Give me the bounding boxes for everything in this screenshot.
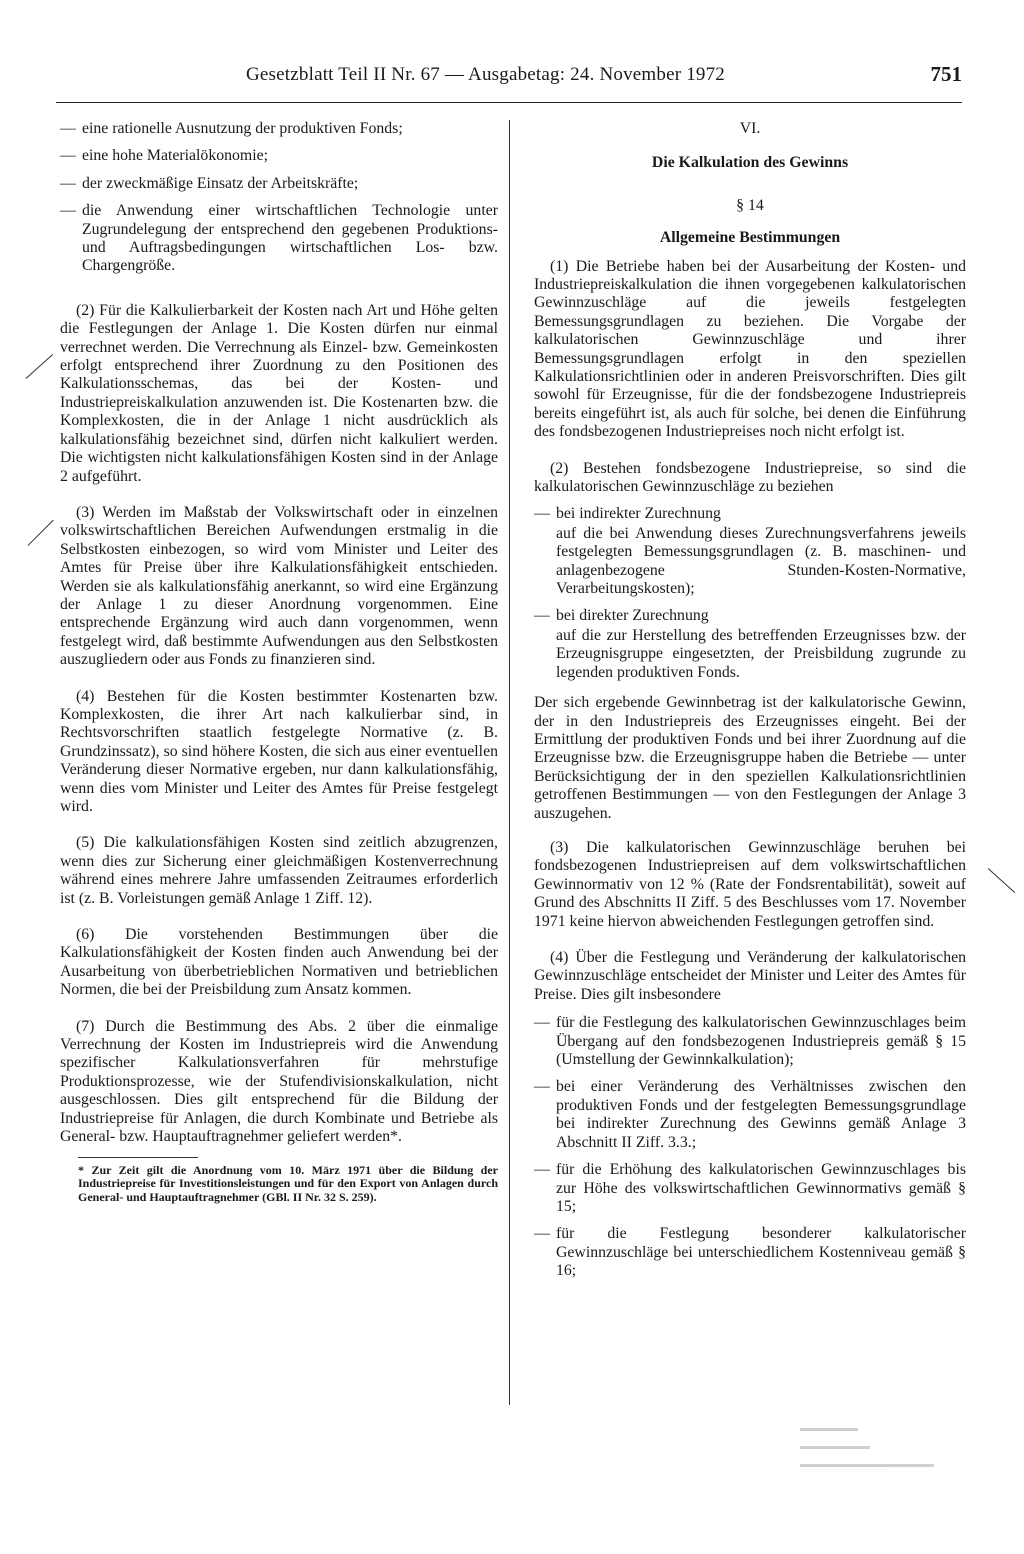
list-item xyxy=(60,120,498,138)
dash-marker: — xyxy=(534,1161,550,1179)
section-title: Die Kalkulation des Gewinns xyxy=(651,154,849,172)
paragraph-2: (2) Bestehen fondsbezogene Industriepreise, so sind die kalkulatorischen Gewinnzuschläge zu beziehen xyxy=(534,459,966,496)
list-item xyxy=(534,1014,966,1069)
list-item xyxy=(60,147,498,165)
paragraph-1: (1) Die Betriebe haben bei der Ausarbeitung der Kosten- und Industriepreiskalkulation die ihnen vorgegebenen kalkulatorischen Gewinnzuschläge auf die jeweils festgelegten Bemessungsgrundlagen zu beziehen. Die Vorgabe der kalkulatorischen Gewinnzuschläge und ihrer Bemessungsgrundlagen erfolgt in den speziellen Kalkulationsrichtlinien oder in anderen Preisvorschriften. Dies gilt sowohl für Erzeugnisse, für die der fondsbezogene Industriepreis bereits eingeführt ist, als auch für solche, bei denen die Einführung des fondsbezogenen Industriepreises noch nicht erfolgt ist. xyxy=(534,257,966,441)
margin-mark xyxy=(28,520,54,546)
section-number: VI. xyxy=(739,120,761,137)
list-item-text: auf die zur Herstellung des betreffenden Erzeugnisses bzw. der Erzeugnisgruppe eingesetzten, der Preisbildung zugrunde zu legenden produktiven Fonds. xyxy=(556,626,966,681)
list-item-text: die Anwendung einer wirtschaftlichen Technologie unter Zugrundelegung der entsprechend den gegebenen Produktions- und Auftragsbedingungen wirtschaftlichen Los- bzw. Chargengröße. xyxy=(82,202,498,275)
list-item-text: der zweckmäßige Einsatz der Arbeitskräfte; xyxy=(82,174,359,192)
list-item xyxy=(60,175,498,193)
page-header xyxy=(56,58,962,103)
list-item-text: eine hohe Materialökonomie; xyxy=(82,147,268,165)
list-item xyxy=(534,607,966,625)
paragraph-3: (3) Die kalkulatorischen Gewinnzuschläge beruhen bei fondsbezogenen Industriepreisen auf dem volkswirtschaftlichen Gewinnormativ von 12 % (Rate der Fondsrentabilität), soweit auf Grund des Abschnitts II Ziff. 5 des Beschlusses vom 17. November 1971 keine hiervon abweichenden Festlegungen getroffen sind. xyxy=(534,839,966,930)
paragraph-title: Allgemeine Bestimmungen xyxy=(659,229,841,247)
right-column xyxy=(534,120,966,1290)
paragraph-4: (4) Bestehen für die Kosten bestimmter Kostenarten bzw. Komplexkosten, die ihrer Art nach kalkulierbar sind, in Rechtsvorschriften staatlich festgelegte Normative (z. B. Grundzinssatz), so sind höhere Kosten, die sich aus einer eventuellen Veränderung dieser Normative ergeben, nur dann kalkulationsfähig, wenn dies vom Minister und Leiter des Amtes für Preise festgelegt wird. xyxy=(60,687,498,815)
list-item-heading: bei indirekter Zurechnung xyxy=(556,504,721,522)
list-item-text: bei einer Veränderung des Verhältnisses zwischen den produktiven Fonds und der festgelegten Bemessungsgrundlage bei indirekter Zurechnung des Gewinns gemäß Anlage 3 Abschnitt II Ziff. 3.3.; xyxy=(556,1078,966,1151)
footnote: * Zur Zeit gilt die Anordnung vom 10. März 1971 über die Bildung der Industriepreise für Investitionsleistungen und für den Export von Anlagen durch General- und Hauptauftragnehmer (GBl. II Nr. 32 S. 259). xyxy=(78,1162,498,1204)
dash-marker: — xyxy=(60,174,76,192)
footnote-divider xyxy=(78,1157,198,1158)
dash-marker: — xyxy=(60,202,76,220)
list-item xyxy=(534,1161,966,1216)
list-item xyxy=(534,505,966,523)
margin-mark xyxy=(988,868,1016,893)
list-item-text: eine rationelle Ausnutzung der produktiven Fonds; xyxy=(82,120,403,137)
paragraph-7: (7) Durch die Bestimmung des Abs. 2 über die einmalige Verrechnung der Kosten im Industriepreis wird die Anwendung spezifischer Kalkulationsverfahren für mehrstufige Produktionsprozesse, wie der Stufendivisionskalkulation, nicht ausgeschlossen. Dies gilt entsprechend für die Bildung der Industriepreise für Anlagen, die durch Kombinate und Betriebe als General- bzw. Hauptauftragnehmer geliefert werden*. xyxy=(60,1017,498,1146)
list-item-text: für die Erhöhung des kalkulatorischen Gewinnzuschlages bis zur Höhe des volkswirtschaftlichen Gewinnormativs gemäß § 15; xyxy=(556,1161,966,1215)
dash-marker: — xyxy=(534,1014,550,1032)
dash-marker: — xyxy=(534,504,550,522)
column-divider xyxy=(509,120,510,1405)
left-column xyxy=(60,120,498,1204)
library-stamp xyxy=(798,1418,948,1488)
header-title: Gesetzblatt Teil II Nr. 67 — Ausgabetag: 24. November 1972 xyxy=(246,64,726,85)
list-item-text: für die Festlegung des kalkulatorischen Gewinnzuschlages beim Übergang auf den fondsbezogenen Industriepreis gemäß § 15 (Umstellung der Gewinnkalkulation); xyxy=(556,1014,966,1069)
dash-marker: — xyxy=(534,606,550,624)
paragraph-5: (5) Die kalkulationsfähigen Kosten sind zeitlich abzugrenzen, wenn dies zur Sicherung einer gleichmäßigen Kostenverrechnung während eines mehrere Jahre umfassenden Zeitraumes erforderlich ist (z. B. Vorleistungen gemäß Anlage 1 Ziff. 12). xyxy=(60,834,498,907)
list-item-heading: bei direkter Zurechnung xyxy=(556,606,709,624)
list-item-text: auf die bei Anwendung dieses Zurechnungsverfahrens jeweils festgelegten Bemessungsgrundlagen (z. B. maschinen- und anlagenbezogene Stunden-Kosten-Normative, Verarbeitungskosten); xyxy=(556,524,966,598)
list-item xyxy=(534,1225,966,1280)
dash-marker: — xyxy=(534,1078,550,1096)
paragraph-3: (3) Werden im Maßstab der Volkswirtschaft oder in einzelnen volkswirtschaftlichen Bereichen Aufwendungen erstmalig in die Selbstkosten einbezogen, so wird vom Minister und Leiter des Amtes für Preise über ihre Kalkulationsfähigkeit entschieden. Werden sie als kalkulationsfähig anerkannt, so wird eine Ergänzung der Anlage 1 zu dieser Anordnung vorgenommen. Eine entsprechende Ergänzung wird auch dann vorgenommen, wenn festgelegt wird, daß bestimmte Aufwendungen aus den Selbstkosten auszugliedern oder aus Fonds zu finanzieren sind. xyxy=(60,503,498,669)
dash-marker: — xyxy=(60,120,76,137)
list-item-text: für die Festlegung besonderer kalkulatorischer Gewinnzuschläge bei unterschiedlichem Kostenniveau gemäß § 16; xyxy=(556,1225,966,1280)
list-item xyxy=(60,202,498,276)
paragraph-2-continued: Der sich ergebende Gewinnbetrag ist der kalkulatorische Gewinn, der in den Industriepreis des Erzeugnisses eingeht. Bei der Ermittlung der produktiven Fonds und bei ihrer Zuordnung auf die Erzeugnisse bzw. die Erzeugnisgruppe haben die Betriebe — unter Berücksichtigung der in den speziellen Kalkulationsrichtlinien getroffenen Bestimmungen — von den Festlegungen der Anlage 3 auszugehen. xyxy=(534,694,966,822)
list-item xyxy=(534,1078,966,1152)
page-number: 751 xyxy=(930,62,962,86)
dash-marker: — xyxy=(60,147,76,165)
dash-marker: — xyxy=(534,1225,550,1243)
paragraph-4: (4) Über die Festlegung und Veränderung der kalkulatorischen Gewinnzuschläge entscheidet der Minister und Leiter des Amtes für Preise. Dies gilt insbesondere xyxy=(534,949,966,1003)
paragraph-6: (6) Die vorstehenden Bestimmungen über die Kalkulationsfähigkeit der Kosten finden auch Anwendung bei der Ausarbeitung von überbetrieblichen Normativen und betrieblichen Normen, die bei der Preisbildung zum Ansatz kommen. xyxy=(60,926,498,999)
margin-mark xyxy=(26,354,54,379)
paragraph-number: § 14 xyxy=(736,196,764,214)
paragraph-2: (2) Für die Kalkulierbarkeit der Kosten nach Art und Höhe gelten die Festlegungen der Anlage 1. Die Kosten dürfen nur einmal verrechnet werden. Die Verrechnung als Einzel- bzw. Gemeinkosten erfolgt entsprechend ihrer Zuordnung zu den Positionen des Kalkulationsschemas, das bei der Kosten- und Industriepreiskalkulation anzuwenden ist. Die Kostenarten bzw. die Komplexkosten, die in der Anlage 1 nicht ausdrücklich als kalkulationsfähig bezeichnet sind, dürfen nicht kalkuliert werden. Die wichtigsten nicht kalkulationsfähigen Kosten sind in der Anlage 2 aufgeführt. xyxy=(60,301,498,485)
